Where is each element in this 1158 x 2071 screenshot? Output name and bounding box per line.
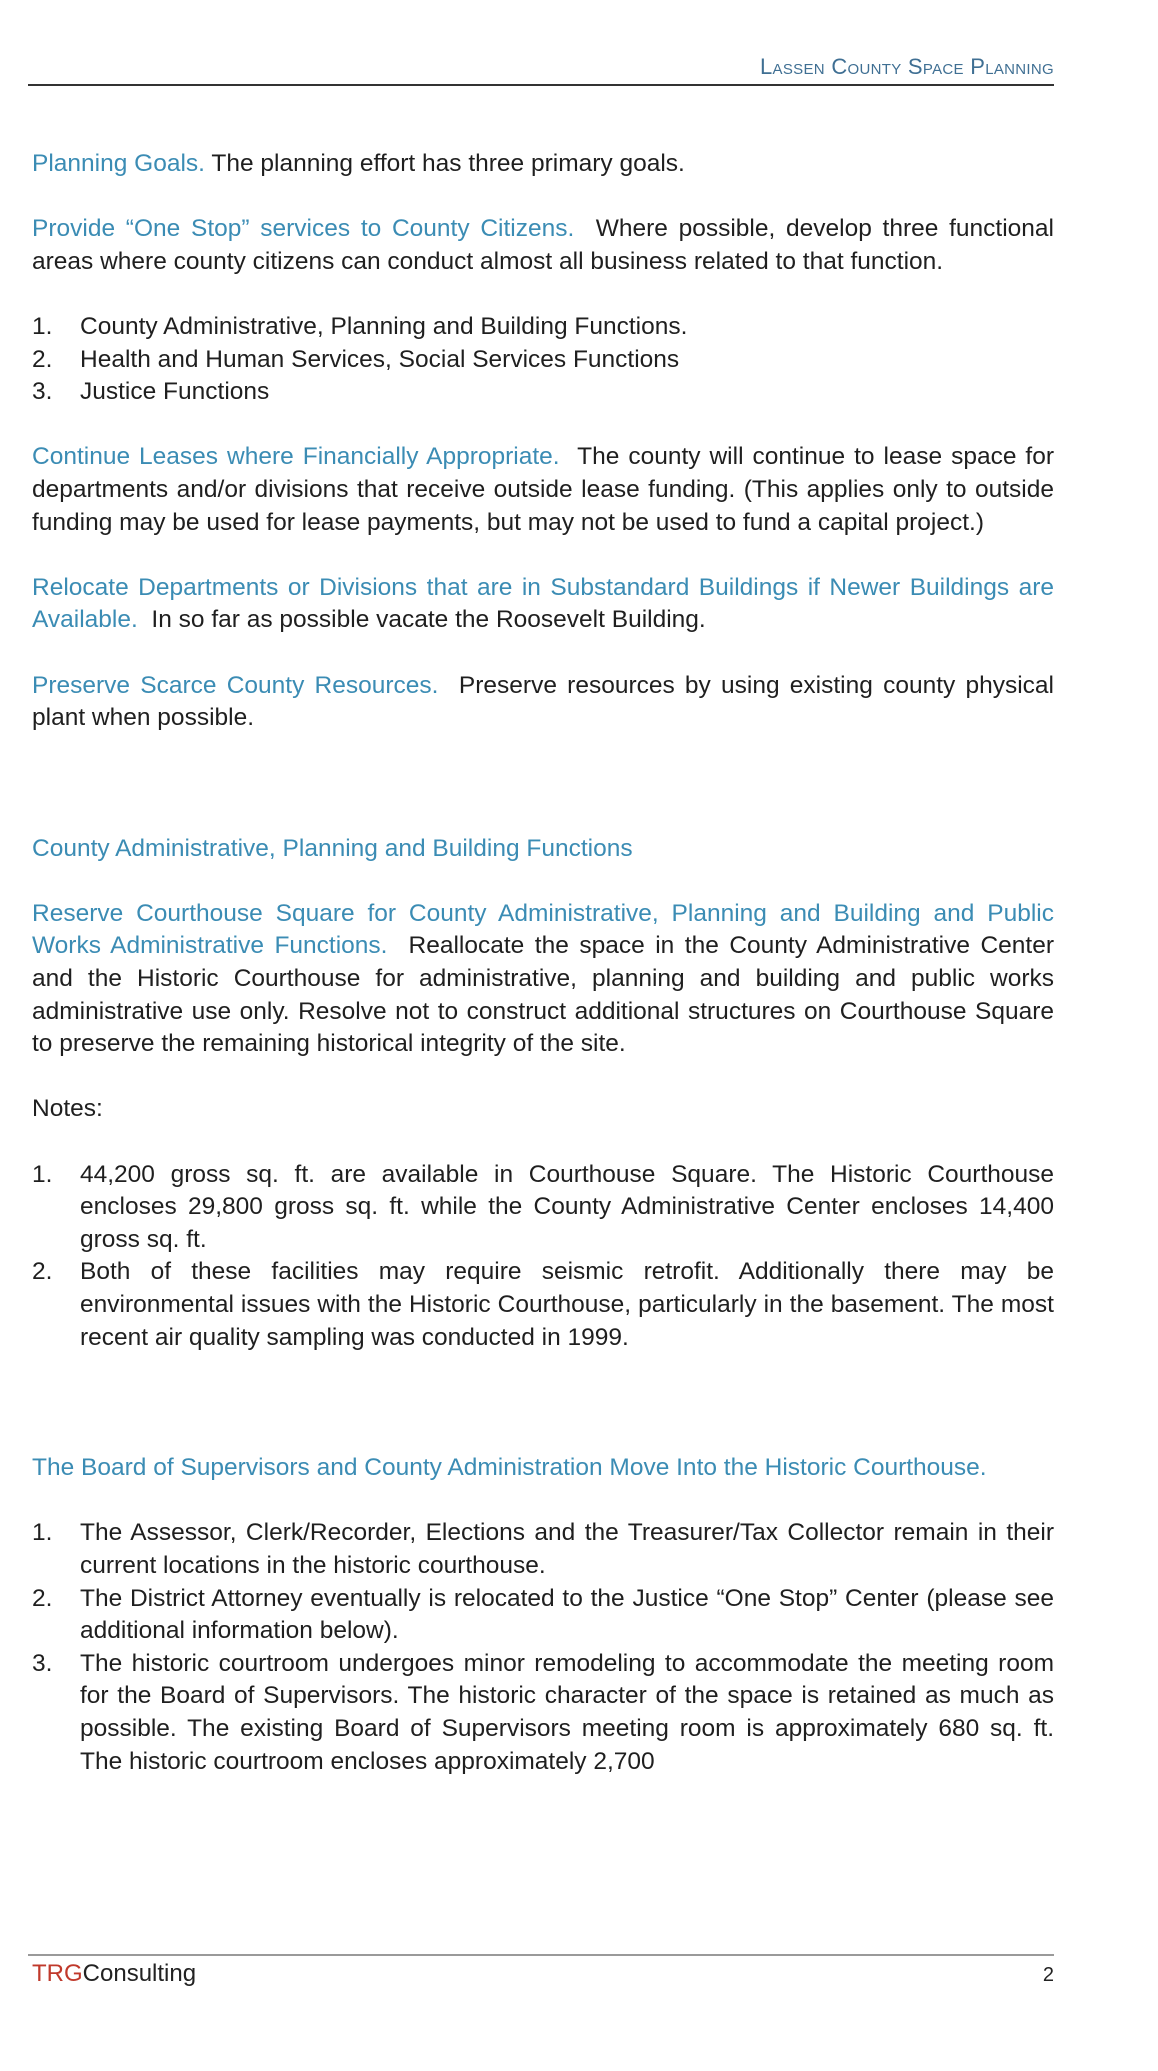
intro-heading: Planning Goals. [32,150,205,177]
footer-divider [28,1954,1054,1956]
list-item-number: 2. [32,1258,53,1286]
list-item-text: The Assessor, Clerk/Recorder, Elections and the Treasurer/Tax Collector remain in their current locations in the historic courthouse. [80,1519,1054,1579]
goal-preserve [32,670,1054,735]
list-item [32,1583,1054,1648]
list-item-number: 3. [32,378,53,406]
footer-brand-rest: Consulting [82,1960,197,1987]
goal-one-stop-heading: Provide “One Stop” services to County Citizens. [32,215,575,243]
list-item [32,344,1054,377]
list-item [32,311,1054,344]
intro-text: The planning effort has three primary goals. [211,150,685,177]
list-item [32,376,1054,409]
list-item-number: 1. [32,312,53,340]
header-divider [28,84,1054,86]
list-item-text: Both of these facilities may require seismic retrofit. Additionally there may be environmental issues with the Historic Courthouse, particularly in the basement. The most recent air quality sampling was conducted in 1999. [80,1258,1054,1351]
functional-areas-list [32,311,1054,409]
section-reserve-paragraph [32,898,1054,1061]
goal-preserve-text: Preserve resources by using existing county physical plant when possible. [32,671,1054,732]
goal-leases-heading: Continue Leases where Financially Appropriate. [32,443,560,471]
section-reserve-heading: Reserve Courthouse Square for County Administrative, Planning and Building and Public Works Administrative Functions. [32,899,1054,960]
section-title: County Administrative, Planning and Building Functions [32,834,633,862]
list-item-text: Health and Human Services, Social Services Functions [80,345,680,373]
list-item [32,1159,1054,1257]
list-item-text: The historic courtroom undergoes minor remodeling to accommodate the meeting room for the Board of Supervisors. The historic character of the space is retained as much as possible. The existing Board of Supervisors meeting room is approximately 680 sq. ft. The historic courtroom encloses approximately 2,700 [80,1649,1054,1775]
list-item [32,1517,1054,1582]
list-item-number: 1. [32,1160,53,1188]
footer-brand [32,1960,196,1988]
goal-relocate [32,572,1054,637]
list-item-text: The District Attorney eventually is relocated to the Justice “One Stop” Center (please see additional information below). [80,1584,1054,1645]
list-item-number: 2. [32,345,53,373]
goal-one-stop [32,213,1054,278]
section-spacer [32,1354,1054,1452]
list-item [32,1648,1054,1778]
list-item-text: County Administrative, Planning and Building Functions. [80,312,688,340]
page-header-title: Lassen County Space Planning [760,54,1054,79]
intro-paragraph [32,148,1054,181]
list-item-number: 2. [32,1584,53,1612]
goal-relocate-text: In so far as possible vacate the Roosevelt Building. [151,606,706,634]
goal-leases [32,441,1054,539]
section-heading-board: The Board of Supervisors and County Administration Move Into the Historic Courthouse. [32,1454,987,1482]
list-item-number: 1. [32,1519,53,1547]
page-number: 2 [1042,1964,1054,1986]
notes-list [32,1159,1054,1355]
list-item-number: 3. [32,1649,53,1677]
list-item-text: 44,200 gross sq. ft. are available in Courthouse Square. The Historic Courthouse encloses 29,800 gross sq. ft. while the County Administrative Center encloses 14,400 gross sq. ft. [80,1160,1054,1253]
footer-brand-accent: TRG [32,1960,83,1987]
goal-relocate-heading: Relocate Departments or Divisions that are in Substandard Buildings if Newer Buildings are Available. [32,573,1054,634]
list-item-text: Justice Functions [80,378,270,406]
list-item [32,1256,1054,1354]
section-spacer [32,735,1054,833]
board-items-list [32,1517,1054,1778]
goal-one-stop-text: Where possible, develop three functional areas where county citizens can conduct almost all business related to that function. [32,215,1054,275]
goal-preserve-heading: Preserve Scarce County Resources. [32,671,439,699]
section-reserve-text: Reallocate the space in the County Administrative Center and the Historic Courthouse for administrative, planning and building and public works administrative use only. Resolve not to construct additional structures on Courthouse Square to preserve the remaining historical integrity of the site. [32,932,1054,1058]
notes-label: Notes: [32,1095,103,1123]
document-body [32,148,1054,1811]
goal-leases-text: The county will continue to lease space for departments and/or divisions that receive outside lease funding. (This applies only to outside funding may be used for lease payments, but may not be used to fund a capital project.) [32,443,1055,536]
